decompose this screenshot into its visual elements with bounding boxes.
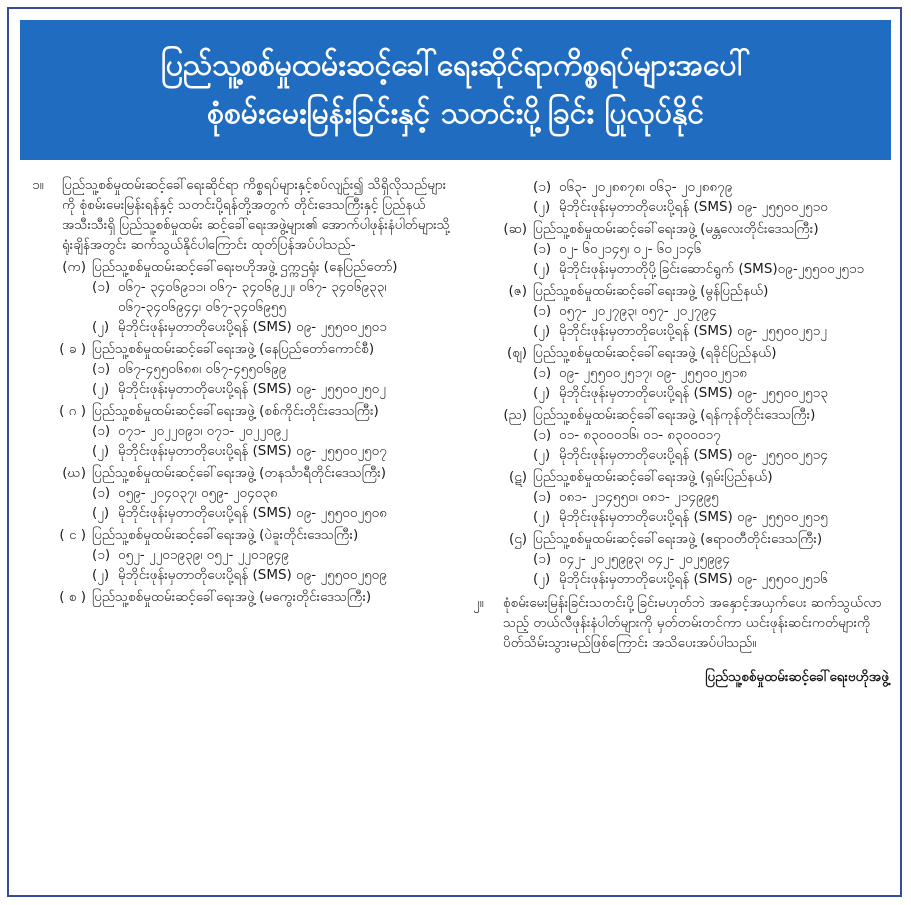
office-line xyxy=(463,197,895,217)
office-line xyxy=(463,549,895,569)
line-index: (၂) xyxy=(533,571,551,587)
office-line xyxy=(463,177,895,197)
office-line xyxy=(463,569,895,589)
office-line xyxy=(22,317,454,337)
line-text: ၀၂- ၆၀၂၁၄၅၊ ၀၂- ၆၀၂၁၄၆ xyxy=(559,241,702,257)
office-name: ပြည်သူ့စစ်မှုထမ်းဆင့်ခေါ်ရေးအဖွဲ့ (တနင်္သာရီတိုင်းဒေသကြီး) xyxy=(92,465,386,481)
line-text: မိုဘိုင်းဖုန်းမှတာတိုပေးပို့ရန် (SMS) ၀၉- ၂၅၅၀၀၂၅၁၄ xyxy=(559,447,828,463)
office-name: ပြည်သူ့စစ်မှုထမ်းဆင့်ခေါ်ရေးအဖွဲ့ (စစ်ကိုင်းတိုင်းဒေသကြီး) xyxy=(92,403,379,419)
office-name-row xyxy=(463,529,895,549)
office-line xyxy=(22,359,454,379)
line-text: ၀၅၂- ၂၂၀၁၉၃၉၊ ၀၅၂- ၂၂၀၁၉၄၉ xyxy=(118,547,289,563)
office-line xyxy=(22,565,454,585)
line-text: ၀၈၁- ၂၁၄၅၅၀၊ ၀၈၁- ၂၁၄၉၉၅ xyxy=(559,489,719,505)
office-name: ပြည်သူ့စစ်မှုထမ်းဆင့်ခေါ်ရေးအဖွဲ့ (ပဲခူးတိုင်းဒေသကြီး) xyxy=(92,527,359,543)
office-entry xyxy=(22,525,454,585)
office-key: ( င ) xyxy=(59,527,86,543)
line-text: မိုဘိုင်းဖုန်းမှတာတိုပေးပို့ရန် (SMS) ၀၉- ၂၅၅၀၀၂၅၀၂ xyxy=(118,381,386,397)
line-index: (၁) xyxy=(533,303,552,319)
line-index: (၁) xyxy=(533,179,552,195)
line-text: ၀၆၃- ၂၀၂၈၈၇၈၊ ၀၆၃- ၂၀၂၈၈၇၉ xyxy=(559,179,733,195)
office-name: ပြည်သူ့စစ်မှုထမ်းဆင့်ခေါ်ရေးဗဟိုအဖွဲ့ ဌက္ကဌရုံး (နေပြည်တော်) xyxy=(92,259,398,275)
line-index: (၁) xyxy=(92,279,111,295)
line-text: ၀၆၇-၄၅၅၀၆၈၈၊ ၀၆၇-၄၅၅၀၆၉၉ xyxy=(118,361,287,377)
office-entry xyxy=(22,339,454,399)
office-name: ပြည်သူ့စစ်မှုထမ်းဆင့်ခေါ်ရေးအဖွဲ့ (မွန်ပြည်နယ်) xyxy=(533,283,769,299)
office-entry xyxy=(463,405,895,465)
line-text: မိုဘိုင်းဖုန်းမှတာတိုပေးပို့ရန် (SMS) ၀၉- ၂၅၅၀၀၂၅၀၈ xyxy=(118,505,387,521)
office-name-row xyxy=(463,405,895,425)
office-name: ပြည်သူ့စစ်မှုထမ်းဆင့်ခေါ်ရေးအဖွဲ့ (မန္တလေးတိုင်းဒေသကြီး) xyxy=(533,221,819,237)
line-index: (၂) xyxy=(92,567,110,583)
office-name-row xyxy=(22,257,454,277)
office-entry xyxy=(463,343,895,403)
line-index: (၂) xyxy=(533,199,551,215)
office-continuation xyxy=(463,177,895,217)
office-entry xyxy=(463,281,895,341)
office-line xyxy=(22,277,454,317)
line-index: (၂) xyxy=(92,443,110,459)
office-line xyxy=(22,503,454,523)
line-text: မိုဘိုင်းဖုန်းမှတာတိုပေးပို့ရန် (SMS) ၀၉- ၂၅၅၀၀၂၅၁၂ xyxy=(559,323,827,339)
office-line xyxy=(22,421,454,441)
office-name: ပြည်သူ့စစ်မှုထမ်းဆင့်ခေါ်ရေးအဖွဲ့ (ဧရာဝတီတိုင်းဒေသကြီး) xyxy=(533,531,823,547)
office-line xyxy=(22,483,454,503)
office-name-row xyxy=(463,219,895,239)
header-line-1: ပြည်သူ့စစ်မှုထမ်းဆင့်ခေါ်ရေးဆိုင်ရာကိစ္စရပ်များအပေါ် xyxy=(160,48,751,83)
office-key: (ည) xyxy=(503,407,527,423)
office-name-row xyxy=(463,281,895,301)
office-entry xyxy=(22,587,454,607)
office-line xyxy=(22,379,454,399)
office-key: ( စ ) xyxy=(59,589,86,605)
intro-text: ပြည်သူ့စစ်မှုထမ်းဆင့်ခေါ်ရေးဆိုင်ရာ ကိစ္စရပ်များနှင့်စပ်လျဉ်း၍ သိရှိလိုသည်များကို စုံစမ်းမေးမြန်းရန်နှင့် သတင်းပို့ရန်တို့အတွက် တိုင်းဒေသကြီးနှင့် ပြည်နယ်အသီးသီးရှိ ပြည်သူ့စစ်မှုထမ်း ဆင့်ခေါ်ရေးအဖွဲ့များ၏ အောက်ပါဖုန်းနံပါတ်များသို့ ရုံးချိန်အတွင်း ဆက်သွယ်နိုင်ပါကြောင်း ထုတ်ပြန်အပ်ပါသည်- xyxy=(62,177,450,253)
office-name: ပြည်သူ့စစ်မှုထမ်းဆင့်ခေါ်ရေးအဖွဲ့ (ရခိုင်ပြည်နယ်) xyxy=(533,345,777,361)
line-index: (၁) xyxy=(533,241,552,257)
line-text: မိုဘိုင်းဖုန်းမှတာတိုပို့ခြင်းဆောင်ရွက် (SMS)၀၉-၂၅၅၀၀၂၅၁၁ xyxy=(559,261,865,277)
office-name: ပြည်သူ့စစ်မှုထမ်းဆင့်ခေါ်ရေးအဖွဲ့ (နေပြည်တော်ကောင်စီ) xyxy=(92,341,375,357)
office-name-row xyxy=(22,339,454,359)
line-index: (၂) xyxy=(533,261,551,277)
office-key: (ဃ) xyxy=(62,465,86,481)
line-text: မိုဘိုင်းဖုန်းမှတာတိုပေးပို့ရန် (SMS) ၀၉- ၂၅၅၀၀၂၅၀၁ xyxy=(118,319,387,335)
left-column xyxy=(22,175,454,607)
office-name: ပြည်သူ့စစ်မှုထမ်းဆင့်ခေါ်ရေးအဖွဲ့ (မကွေးတိုင်းဒေသကြီး) xyxy=(92,589,372,605)
line-text: ၀၁- ၈၃၀၀၀၁၆၊ ၀၁- ၈၃၀၀၀၁၇ xyxy=(559,427,721,443)
line-text: ၀၆၇- ၃၄၀၆၉၁၁၊ ၀၆၇- ၃၄၀၆၉၂၂၊ ၀၆၇- ၃၄၀၆၉၃၃၊ ၀၆၇-၃၄၀၆၉၄၄၊ ၀၆၇-၃၄၀၆၉၅၅ xyxy=(118,279,387,315)
office-entry xyxy=(22,401,454,461)
office-line xyxy=(463,383,895,403)
office-key: (ဋ) xyxy=(508,469,527,485)
office-line xyxy=(22,441,454,461)
office-line xyxy=(463,445,895,465)
office-key: (ဈ) xyxy=(506,345,527,361)
line-index: (၂) xyxy=(92,505,110,521)
office-name-row xyxy=(22,463,454,483)
right-column xyxy=(463,175,895,687)
office-line xyxy=(463,363,895,383)
line-text: ၀၇၁- ၂၀၂၂၀၉၁၊ ၀၇၁- ၂၀၂၂၀၉၂ xyxy=(118,423,288,439)
office-name-row xyxy=(463,467,895,487)
office-entry xyxy=(463,219,895,279)
office-key: (ဇ) xyxy=(508,283,527,299)
office-line xyxy=(463,239,895,259)
line-text: မိုဘိုင်းဖုန်းမှတာတိုပေးပို့ရန် (SMS) ၀၉- ၂၅၅၀၀၂၅၁၆ xyxy=(559,571,828,587)
line-text: မိုဘိုင်းဖုန်းမှတာတိုပေးပို့ရန် (SMS) ၀၉- ၂၅၅၀၀၂၅၁၀ xyxy=(559,199,828,215)
line-index: (၂) xyxy=(533,509,551,525)
office-entry xyxy=(463,467,895,527)
notice-header xyxy=(20,20,891,160)
office-name-row xyxy=(22,401,454,421)
signature: ပြည်သူ့စစ်မှုထမ်းဆင့်ခေါ်ရေးဗဟိုအဖွဲ့ xyxy=(705,669,889,685)
line-index: (၂) xyxy=(92,381,110,397)
header-line-2: စုံစမ်းမေးမြန်းခြင်းနှင့် သတင်းပို့ခြင်း ပြုလုပ်နိုင် xyxy=(207,96,704,131)
line-text: ၀၉- ၂၅၅၀၀၂၅၁၇၊ ၀၉- ၂၅၅၀၀၂၅၁၈ xyxy=(559,365,748,381)
line-index: (၂) xyxy=(533,447,551,463)
line-index: (၂) xyxy=(92,319,110,335)
office-name: ပြည်သူ့စစ်မှုထမ်းဆင့်ခေါ်ရေးအဖွဲ့ (ရန်ကုန်တိုင်းဒေသကြီး) xyxy=(533,407,816,423)
line-index: (၁) xyxy=(92,361,111,377)
line-index: (၁) xyxy=(92,485,111,501)
office-line xyxy=(463,321,895,341)
office-key: ( ဂ ) xyxy=(59,403,86,419)
line-index: (၁) xyxy=(92,423,111,439)
office-entry xyxy=(22,257,454,337)
office-name-row xyxy=(463,343,895,363)
office-line xyxy=(463,487,895,507)
note-paragraph xyxy=(463,593,895,653)
office-line xyxy=(22,545,454,565)
office-entry xyxy=(22,463,454,523)
office-key: (ဌ) xyxy=(508,531,527,547)
intro-number: ၁။ xyxy=(32,177,44,193)
line-index: (၂) xyxy=(533,323,551,339)
line-index: (၁) xyxy=(92,547,111,563)
line-text: မိုဘိုင်းဖုန်းမှတာတိုပေးပို့ရန် (SMS) ၀၉- ၂၅၅၀၀၂၅၁၃ xyxy=(559,385,828,401)
office-key: (ဆ) xyxy=(503,221,527,237)
intro-paragraph xyxy=(22,175,454,255)
office-key: (က) xyxy=(62,259,86,275)
line-text: မိုဘိုင်းဖုန်းမှတာတိုပေးပို့ရန် (SMS) ၀၉- ၂၅၅၀၀၂၅၀၉ xyxy=(118,567,387,583)
line-index: (၁) xyxy=(533,365,552,381)
line-text: မိုဘိုင်းဖုန်းမှတာတိုပေးပို့ရန် (SMS) ၀၉- ၂၅၅၀၀၂၅၀၇ xyxy=(118,443,387,459)
office-name-row xyxy=(22,525,454,545)
line-index: (၁) xyxy=(533,489,552,505)
office-entry xyxy=(463,529,895,589)
line-index: (၂) xyxy=(533,385,551,401)
office-line xyxy=(463,259,895,279)
note-number: ၂။ xyxy=(473,595,484,611)
office-line xyxy=(463,425,895,445)
line-text: ၀၄၂- ၂၀၂၅၉၉၃၊ ၀၄၂- ၂၀၂၅၉၉၄ xyxy=(559,551,730,567)
line-index: (၁) xyxy=(533,551,552,567)
line-index: (၁) xyxy=(533,427,552,443)
line-text: ၀၅၉- ၂၀၄၀၃၇၊ ၀၅၉- ၂၀၄၀၃၈ xyxy=(118,485,278,501)
office-name: ပြည်သူ့စစ်မှုထမ်းဆင့်ခေါ်ရေးအဖွဲ့ (ရှမ်းပြည်နယ်) xyxy=(533,469,773,485)
line-text: ၀၅၇- ၂၀၂၇၉၃၊ ၀၅၇- ၂၀၂၇၉၄ xyxy=(559,303,717,319)
line-text: မိုဘိုင်းဖုန်းမှတာတိုပေးပို့ရန် (SMS) ၀၉- ၂၅၅၀၀၂၅၁၅ xyxy=(559,509,828,525)
office-key: ( ခ ) xyxy=(59,341,86,357)
note-text: စုံစမ်းမေးမြန်းခြင်းသတင်းပို့ခြင်းမဟုတ်ဘဲ အနှောင့်အယှက်ပေး ဆက်သွယ်လာသည့် တယ်လီဖုန်းနံပါတ်များကို မှတ်တမ်းတင်ကာ ယင်းဖုန်းဆင်းကတ်များကို ပိတ်သိမ်းသွားမည်ဖြစ်ကြောင်း အသိပေးအပ်ပါသည်။ xyxy=(503,595,882,651)
office-line xyxy=(463,301,895,321)
office-line xyxy=(463,507,895,527)
office-name-row xyxy=(22,587,454,607)
